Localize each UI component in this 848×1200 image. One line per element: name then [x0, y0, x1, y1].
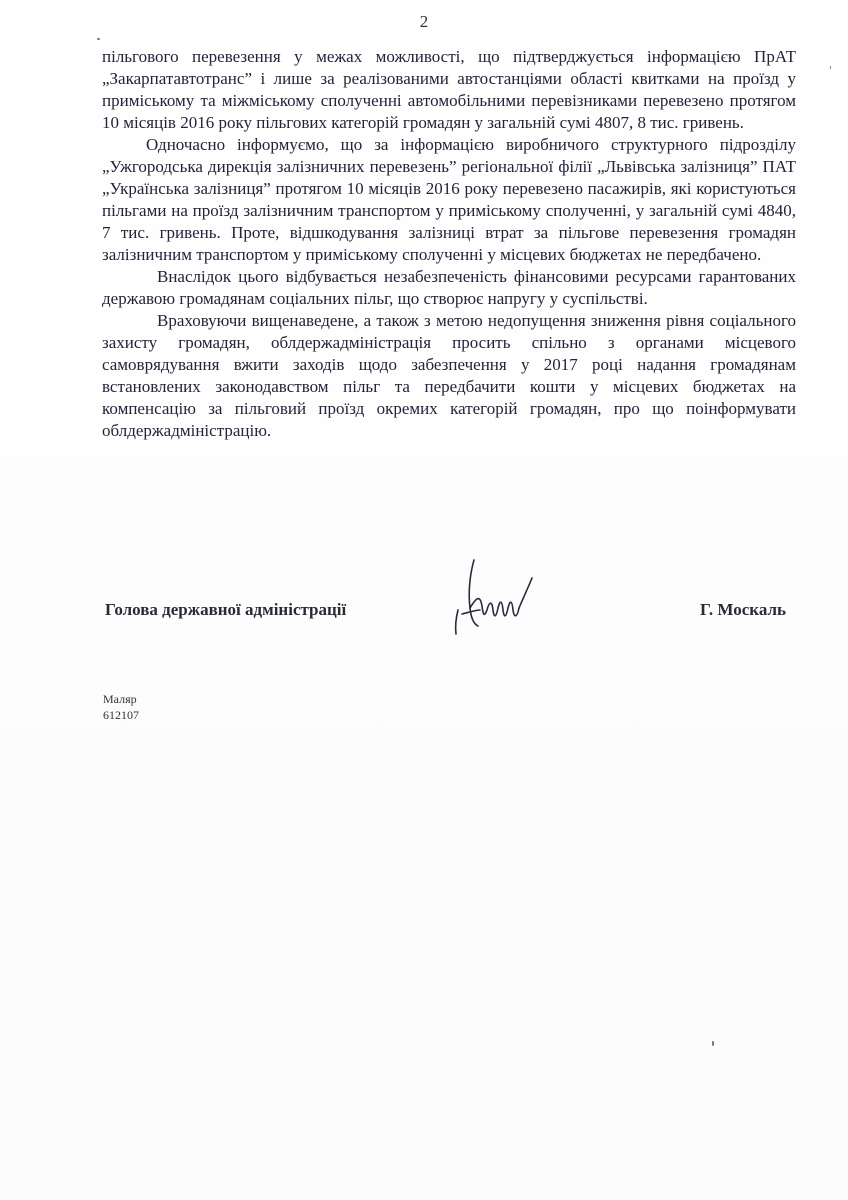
executor-name: Маляр [103, 692, 137, 706]
signatory-name: Г. Москаль [700, 600, 786, 619]
handwritten-signature [440, 548, 580, 638]
executor-number: 612107 [103, 708, 139, 722]
paragraph-consequence: Внаслідок цього відбувається незабезпеченість фінансовими ресурсами гарантованих державою громадянам соціальних пільг, що створює напругу у суспільстві. [102, 267, 796, 308]
letter-body [102, 46, 796, 442]
paragraph-railway-info: Одночасно інформуємо, що за інформацією виробничого структурного підрозділу „Ужгородська дирекція залізничних перевезень” регіональної філії „Львівська залізниця” ПАТ „Українська залізниця” протягом 10 місяців 2016 року перевезено пасажирів, які користуються пільгами на проїзд залізничним транспортом у приміському сполученні, у загальній сумі 4840, 7 тис. гривень. Проте, відшкодування залізниці втрат за пільгове перевезення громадян залізничним транспортом у приміському сполученні у місцевих бюджетах не передбачено. [102, 135, 796, 264]
page-number: 2 [419, 12, 429, 31]
paragraph-request: Враховуючи вищенаведене, а також з метою недопущення зниження рівня соціального захисту громадян, облдержадміністрація просить спільно з органами місцевого самоврядування вжити заходів щодо забезпечення у 2017 році надання громадянам встановлених законодавством пільг та передбачити кошти у місцевих бюджетах на компенсацію за пільговий проїзд окремих категорій громадян, про що поінформувати облдержадміністрацію. [102, 311, 796, 440]
signatory-position: Голова державної адміністрації [105, 600, 347, 619]
scan-speck [712, 1041, 714, 1046]
paragraph-continuation: пільгового перевезення у межах можливості, що підтверджується інформацією ПрАТ „Закарпатавтотранс” і лише за реалізованими автостанціями області квитками на проїзд у приміському та міжміському сполученні автомобільними перевізниками перевезено протягом 10 місяців 2016 року пільгових категорій громадян у загальній сумі 4807, 8 тис. гривень. [102, 47, 796, 132]
scan-speck [97, 38, 100, 40]
executor-block [103, 691, 139, 723]
scan-speck [830, 66, 831, 69]
